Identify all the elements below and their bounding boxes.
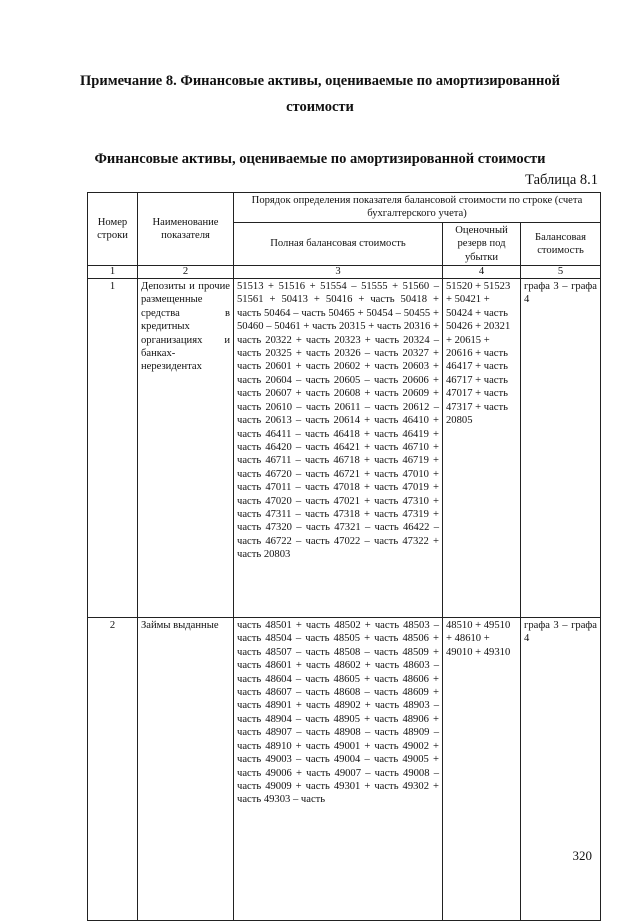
row-number: 2 [88, 618, 138, 921]
row-allowance-formula: 51520 + 51523 + 50421 + 50424 + часть 50426 + 20321 + 20615 + 20616 + часть 46417 + часть 46717 + часть 47017 + часть 47317 + часть 20805 [443, 279, 521, 618]
financial-assets-table [87, 192, 601, 921]
row-balance-formula: графа 3 – графа 4 [521, 279, 601, 618]
header-gross-value: Полная балансовая стоимость [234, 222, 443, 265]
column-number-row [88, 266, 601, 279]
row-indicator-name: Займы выданные [138, 618, 234, 921]
row-indicator-name: Депозиты и прочие размещенные средства в кредитных организациях и банках-нерезидентах [138, 279, 234, 618]
column-number: 1 [88, 266, 138, 279]
header-row-number: Номер строки [88, 193, 138, 266]
row-allowance-formula: 48510 + 49510 + 48610 + 49010 + 49310 [443, 618, 521, 921]
note-title-line2: стоимости [286, 99, 354, 115]
header-loss-allowance: Оценочный резерв под убытки [443, 222, 521, 265]
note-title-line1: Примечание 8. Финансовые активы, оцениваемые по амортизированной [80, 73, 560, 89]
row-number: 1 [88, 279, 138, 618]
note-title [0, 68, 640, 120]
section-title: Финансовые активы, оцениваемые по амортизированной стоимости [94, 151, 546, 167]
column-number: 4 [443, 266, 521, 279]
table-row [88, 279, 601, 618]
column-number: 2 [138, 266, 234, 279]
page-number: 320 [572, 848, 592, 863]
header-balance-value: Балансовая стоимость [521, 222, 601, 265]
row-gross-formula: 51513 + 51516 + 51554 – 51555 + 51560 – 51561 + 50413 + 50416 + часть 50418 + часть 50464 – часть 50465 + 50454 – 50455 + 50460 – 50461 + часть 20315 + часть 20316 + часть 20322 + часть 20323 + часть 20324 – часть 20325 + часть 20326 – часть 20327 + часть 20601 + часть 20602 + часть 20603 + часть 20604 – часть 20605 – часть 20606 + часть 20607 + часть 20608 + часть 20609 + часть 20610 – часть 20611 – часть 20612 – часть 20613 – часть 20614 + часть 46410 + часть 46411 – часть 46418 + часть 46419 + часть 46420 – часть 46421 + часть 46710 + часть 46711 – часть 46718 + часть 46719 + часть 46720 – часть 46721 + часть 47010 + часть 47011 – часть 47018 + часть 47019 + часть 47020 – часть 47021 + часть 47310 + часть 47311 – часть 47318 + часть 47319 + часть 47320 – часть 47321 – часть 46422 – часть 46722 – часть 47022 – часть 47322 + часть 20803 [234, 279, 443, 618]
column-number: 3 [234, 266, 443, 279]
table-row [88, 618, 601, 921]
row-balance-formula: графа 3 – графа 4 [521, 618, 601, 921]
header-determination-order: Порядок определения показателя балансовой стоимости по строке (счета бухгалтерского учета) [234, 193, 601, 223]
table-label: Таблица 8.1 [525, 172, 598, 188]
header-indicator-name: Наименование показателя [138, 193, 234, 266]
column-number: 5 [521, 266, 601, 279]
row-gross-formula: часть 48501 + часть 48502 + часть 48503 – часть 48504 – часть 48505 + часть 48506 + часть 48507 – часть 48508 – часть 48509 + часть 48601 + часть 48602 + часть 48603 – часть 48604 – часть 48605 + часть 48606 + часть 48607 – часть 48608 – часть 48609 + часть 48901 + часть 48902 + часть 48903 – часть 48904 – часть 48905 + часть 48906 + часть 48907 – часть 48908 – часть 48909 – часть 48910 + часть 49001 + часть 49002 + часть 49003 – часть 49004 – часть 49005 + часть 49006 + часть 49007 – часть 49008 – часть 49009 + часть 49301 + часть 49302 + часть 49303 – часть [234, 618, 443, 921]
